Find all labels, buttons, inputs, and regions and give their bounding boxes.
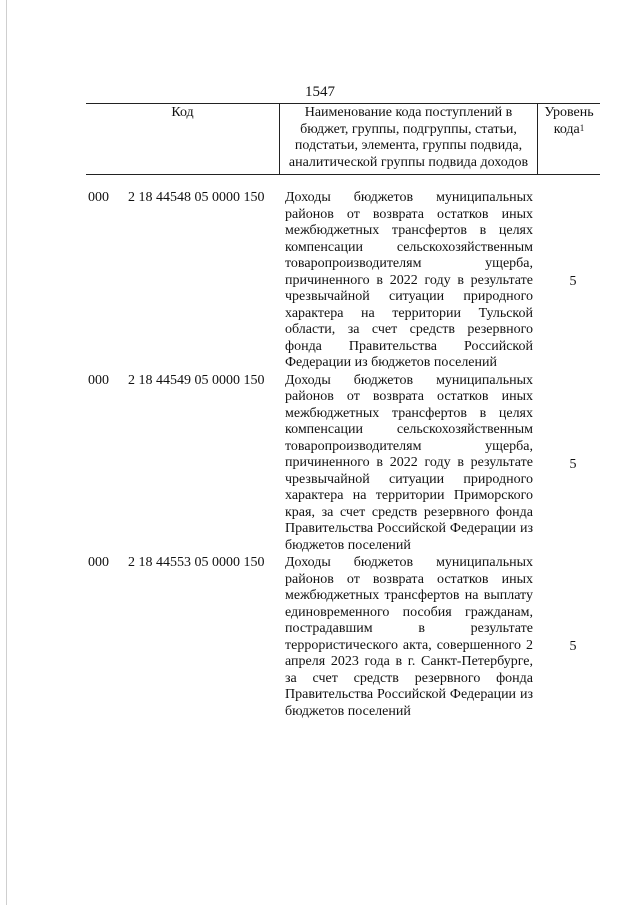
- row-name: Доходы бюджетов муниципальных районов от возврата остатков иных межбюджетных трансфертов в целях компенсации сельскохозяйственным товаропроизводителям ущерба, причиненного в 2022 году в результате чрезвычайной ситуации природного характера на территории Тульской области, за счет средств резервного фонда Правительства Российской Федерации из бюджетов поселений: [285, 190, 533, 370]
- row-admin-code: 000: [88, 190, 109, 205]
- header-level: [538, 104, 600, 174]
- table-row: [0, 373, 640, 555]
- row-name: Доходы бюджетов муниципальных районов от возврата остатков иных межбюджетных трансфертов на выплату единовременного пособия гражданам, пострадавшим в результате террористического акта, совершенного 2 апреля 2023 года в г. Санкт-Петербурге, за счет средств резервного фонда Правительства Российской Федерации из бюджетов поселений: [285, 555, 533, 719]
- row-level: 5: [569, 274, 577, 289]
- row-code: 2 18 44548 05 0000 150: [128, 190, 265, 205]
- table-body: [0, 190, 640, 720]
- header-level-footnote: 1: [579, 122, 585, 133]
- row-level: 5: [569, 639, 577, 654]
- row-name: Доходы бюджетов муниципальных районов от возврата остатков иных межбюджетных трансфертов в целях компенсации сельскохозяйственным товаропроизводителям ущерба, причиненного в 2022 году в результате чрезвычайной ситуации природного характера на территории Приморского края, за счет средств резервного фонда Правительства Российской Федерации из бюджетов поселений: [285, 372, 533, 553]
- table-row: [0, 190, 640, 372]
- row-admin-code: 000: [88, 555, 109, 570]
- header-code: Код: [86, 104, 280, 174]
- table-row: [0, 555, 640, 720]
- table-header: [86, 103, 600, 175]
- row-code: 2 18 44553 05 0000 150: [128, 555, 265, 570]
- row-code: 2 18 44549 05 0000 150: [128, 372, 265, 388]
- page-number: 1547: [305, 84, 335, 100]
- row-level: 5: [569, 456, 577, 472]
- header-level-label: Уровень кода: [544, 105, 594, 137]
- header-name: Наименование кода поступлений в бюджет, группы, подгруппы, статьи, подстатьи, элемента, группы подвида, аналитической группы подвида доходов: [280, 104, 538, 174]
- row-admin-code: 000: [88, 372, 109, 388]
